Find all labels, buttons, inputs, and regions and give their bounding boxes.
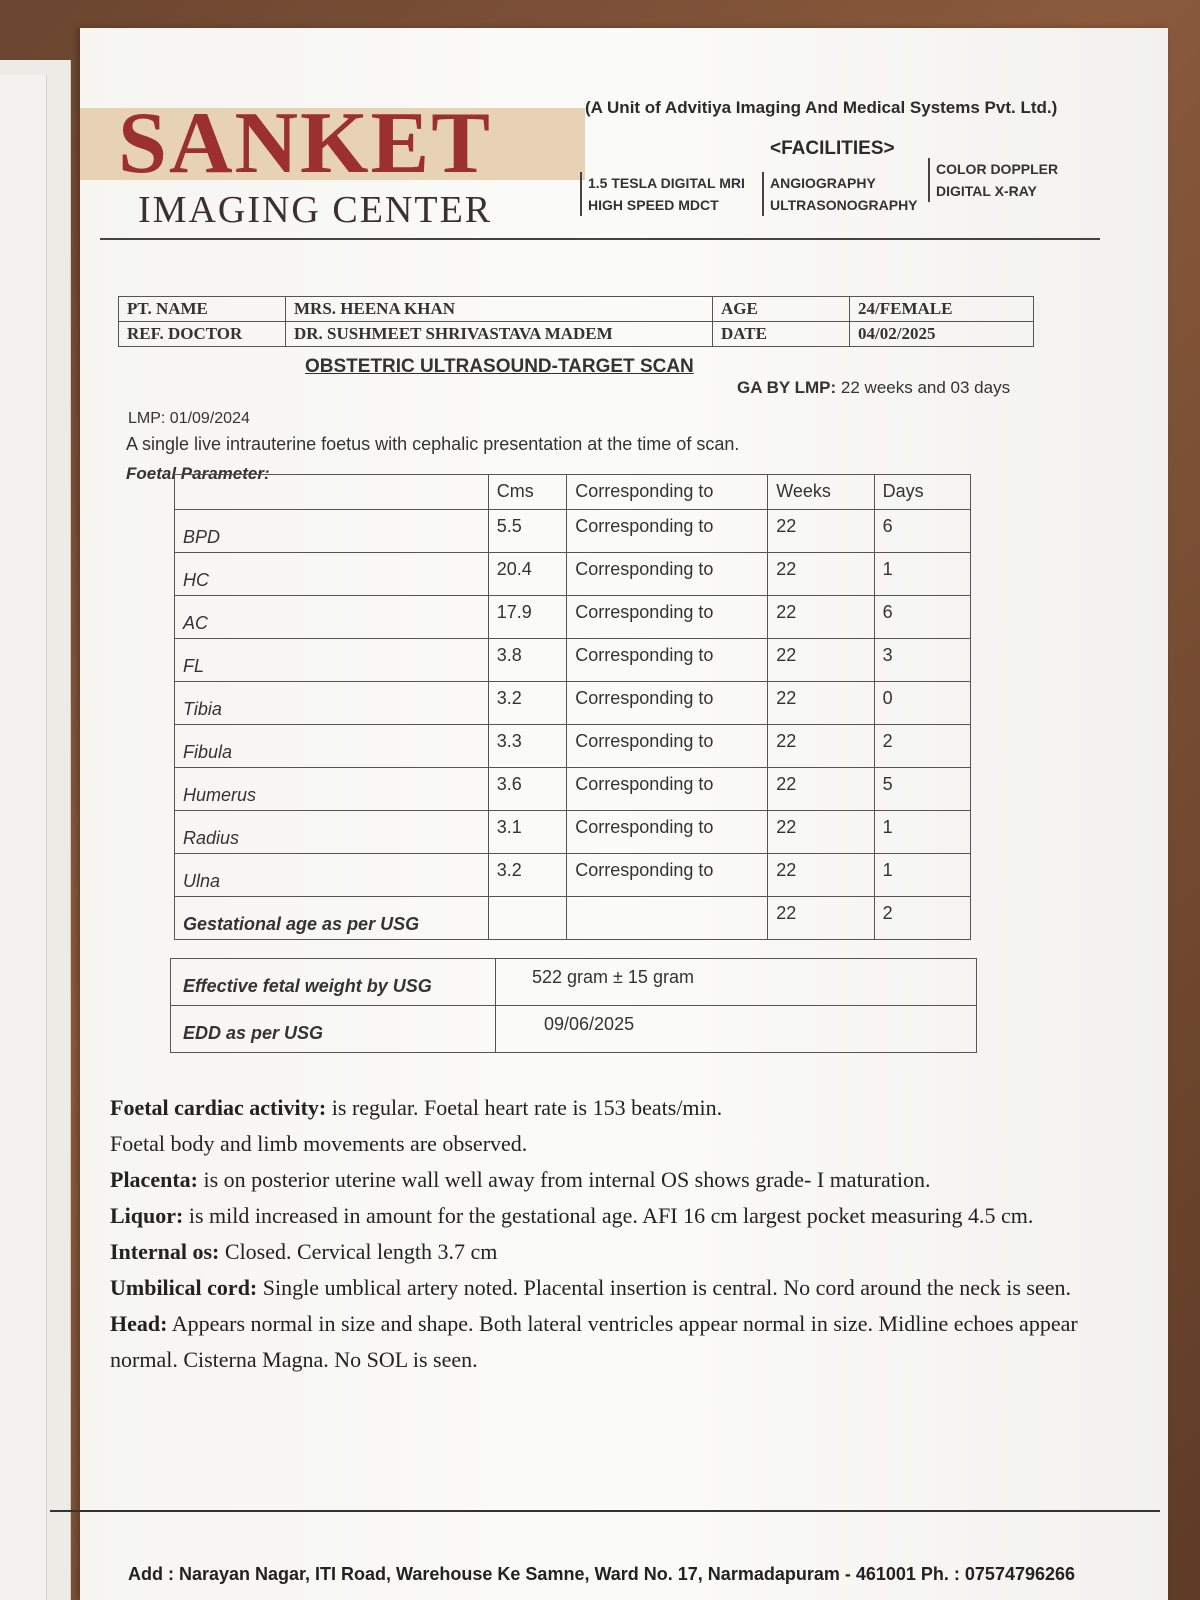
ga-usg-weeks: 22: [768, 897, 874, 940]
lmp: LMP: 01/09/2024: [128, 410, 250, 427]
date-label: DATE: [713, 322, 850, 347]
table-row: [175, 725, 971, 768]
ga-usg-days: 2: [874, 897, 970, 940]
table-header-row: [175, 475, 971, 510]
finding-movements: Foetal body and limb movements are observed.: [110, 1131, 528, 1156]
efw-value: 522 gram ± 15 gram: [496, 959, 977, 1006]
ga-usg-row: [175, 897, 971, 940]
age-value: 24/FEMALE: [850, 297, 1034, 322]
ga-label: GA BY LMP:: [737, 378, 837, 397]
param-name: Fibula: [175, 725, 489, 768]
edd-value: 09/06/2025: [496, 1006, 977, 1053]
param-cms: 3.8: [488, 639, 567, 682]
param-weeks: 22: [768, 553, 874, 596]
edd-label: EDD as per USG: [171, 1006, 496, 1053]
finding-text: is on posterior uterine wall well away from internal OS shows grade- I maturation.: [197, 1167, 931, 1192]
findings-section: [110, 1090, 1120, 1378]
param-days: 6: [874, 596, 970, 639]
table-row: [175, 854, 971, 897]
table-row: [175, 682, 971, 725]
ref-doctor: DR. SUSHMEET SHRIVASTAVA MADEM: [286, 322, 713, 347]
param-cms: 3.3: [488, 725, 567, 768]
finding-head: [110, 1306, 1120, 1378]
param-weeks: 22: [768, 768, 874, 811]
param-cms: 3.1: [488, 811, 567, 854]
table-row: [175, 639, 971, 682]
param-weeks: 22: [768, 811, 874, 854]
param-days: 2: [874, 725, 970, 768]
param-corr: Corresponding to: [567, 811, 768, 854]
param-corr: Corresponding to: [567, 596, 768, 639]
param-days: 6: [874, 510, 970, 553]
param-cms: 17.9: [488, 596, 567, 639]
report-page: [80, 28, 1168, 1600]
age-label: AGE: [713, 297, 850, 322]
pt-name-label: PT. NAME: [119, 297, 286, 322]
table-row: [175, 768, 971, 811]
param-name: Ulna: [175, 854, 489, 897]
param-corr: Corresponding to: [567, 553, 768, 596]
ga-value: 22 weeks and 03 days: [840, 378, 1011, 397]
facility-item: COLOR DOPPLER: [936, 161, 1059, 177]
table-row: [175, 811, 971, 854]
table-row: [175, 510, 971, 553]
logo-subtitle: IMAGING CENTER: [138, 189, 493, 231]
param-cms: 5.5: [488, 510, 567, 553]
pt-name: MRS. HEENA KHAN: [286, 297, 713, 322]
facility-item: DIGITAL X-RAY: [936, 183, 1037, 199]
facilities-column-2: [762, 172, 918, 216]
finding-text: Appears normal in size and shape. Both lateral ventricles appear normal in size. Midline echoes appear normal. Cisterna Magna. No SOL is seen.: [110, 1311, 1078, 1372]
facilities-column-3: [928, 158, 1058, 202]
param-cms: 3.2: [488, 682, 567, 725]
param-corr: Corresponding to: [567, 639, 768, 682]
foetus-summary: A single live intrauterine foetus with cephalic presentation at the time of scan.: [126, 434, 740, 454]
efw-label: Effective fetal weight by USG: [171, 959, 496, 1006]
finding-umbilical-cord: [110, 1270, 1120, 1306]
logo-title: SANKET: [118, 95, 492, 192]
finding-liquor: [110, 1198, 1120, 1234]
header-divider: [100, 238, 1100, 240]
finding-text: is regular. Foetal heart rate is 153 beats/min.: [326, 1095, 723, 1120]
param-name: HC: [175, 553, 489, 596]
ga-by-lmp: [737, 378, 1010, 398]
finding-label: Placenta:: [110, 1167, 198, 1192]
param-name: BPD: [175, 510, 489, 553]
param-weeks: 22: [768, 682, 874, 725]
scan-title: OBSTETRIC ULTRASOUND-TARGET SCAN: [305, 356, 694, 377]
finding-label: Liquor:: [110, 1203, 184, 1228]
ga-usg-corr: [567, 897, 768, 940]
param-name: Radius: [175, 811, 489, 854]
finding-label: Internal os:: [110, 1239, 220, 1264]
param-corr: Corresponding to: [567, 854, 768, 897]
finding-text: is mild increased in amount for the gestational age. AFI 16 cm largest pocket measuring 4.5 cm.: [183, 1203, 1034, 1228]
param-name: FL: [175, 639, 489, 682]
header-cms: Cms: [488, 475, 567, 510]
footer-divider: [50, 1510, 1160, 1512]
header-weeks: Weeks: [768, 475, 874, 510]
ga-usg-label: Gestational age as per USG: [175, 897, 489, 940]
param-corr: Corresponding to: [567, 768, 768, 811]
facility-item: 1.5 TESLA DIGITAL MRI: [588, 175, 745, 191]
foetal-parameter-table: [174, 474, 971, 940]
param-weeks: 22: [768, 854, 874, 897]
param-corr: Corresponding to: [567, 725, 768, 768]
param-corr: Corresponding to: [567, 510, 768, 553]
param-corr: Corresponding to: [567, 682, 768, 725]
finding-label: Head:: [110, 1311, 168, 1336]
table-row: [175, 596, 971, 639]
weight-edd-table: [170, 958, 977, 1053]
header-blank: [175, 475, 489, 510]
param-days: 1: [874, 811, 970, 854]
facility-item: ULTRASONOGRAPHY: [770, 197, 918, 213]
param-days: 1: [874, 854, 970, 897]
finding-internal-os: [110, 1234, 1120, 1270]
facilities-column-1: [580, 172, 745, 216]
patient-info-table: [118, 296, 1034, 347]
facilities-title: <FACILITIES>: [770, 138, 895, 159]
param-weeks: 22: [768, 725, 874, 768]
finding-text: Single umblical artery noted. Placental insertion is central. No cord around the neck is seen.: [257, 1275, 1072, 1300]
table-row: [175, 553, 971, 596]
company-unit: (A Unit of Advitiya Imaging And Medical Systems Pvt. Ltd.): [585, 98, 1058, 117]
finding-cardiac: [110, 1090, 1120, 1126]
ga-usg-cms: [488, 897, 567, 940]
facility-item: ANGIOGRAPHY: [770, 175, 876, 191]
edd-row: [171, 1006, 977, 1053]
underlying-sheet-edge: [0, 75, 47, 1600]
param-days: 1: [874, 553, 970, 596]
param-weeks: 22: [768, 596, 874, 639]
param-name: AC: [175, 596, 489, 639]
date-value: 04/02/2025: [850, 322, 1034, 347]
footer-address: Add : Narayan Nagar, ITI Road, Warehouse Ke Samne, Ward No. 17, Narmadapuram - 461001 Ph. : 07574796266: [128, 1564, 1076, 1584]
finding-label: Foetal cardiac activity:: [110, 1095, 327, 1120]
param-cms: 20.4: [488, 553, 567, 596]
header-days: Days: [874, 475, 970, 510]
finding-label: Umbilical cord:: [110, 1275, 258, 1300]
efw-row: [171, 959, 977, 1006]
param-name: Humerus: [175, 768, 489, 811]
param-weeks: 22: [768, 510, 874, 553]
param-days: 5: [874, 768, 970, 811]
foetal-parameter-label: Foetal Parameter:: [126, 464, 270, 483]
param-days: 0: [874, 682, 970, 725]
param-days: 3: [874, 639, 970, 682]
finding-placenta: [110, 1162, 1120, 1198]
ref-doctor-label: REF. DOCTOR: [119, 322, 286, 347]
param-weeks: 22: [768, 639, 874, 682]
param-cms: 3.6: [488, 768, 567, 811]
header-corresponding: Corresponding to: [567, 475, 768, 510]
finding-text: Closed. Cervical length 3.7 cm: [219, 1239, 498, 1264]
param-name: Tibia: [175, 682, 489, 725]
facility-item: HIGH SPEED MDCT: [588, 197, 719, 213]
param-cms: 3.2: [488, 854, 567, 897]
